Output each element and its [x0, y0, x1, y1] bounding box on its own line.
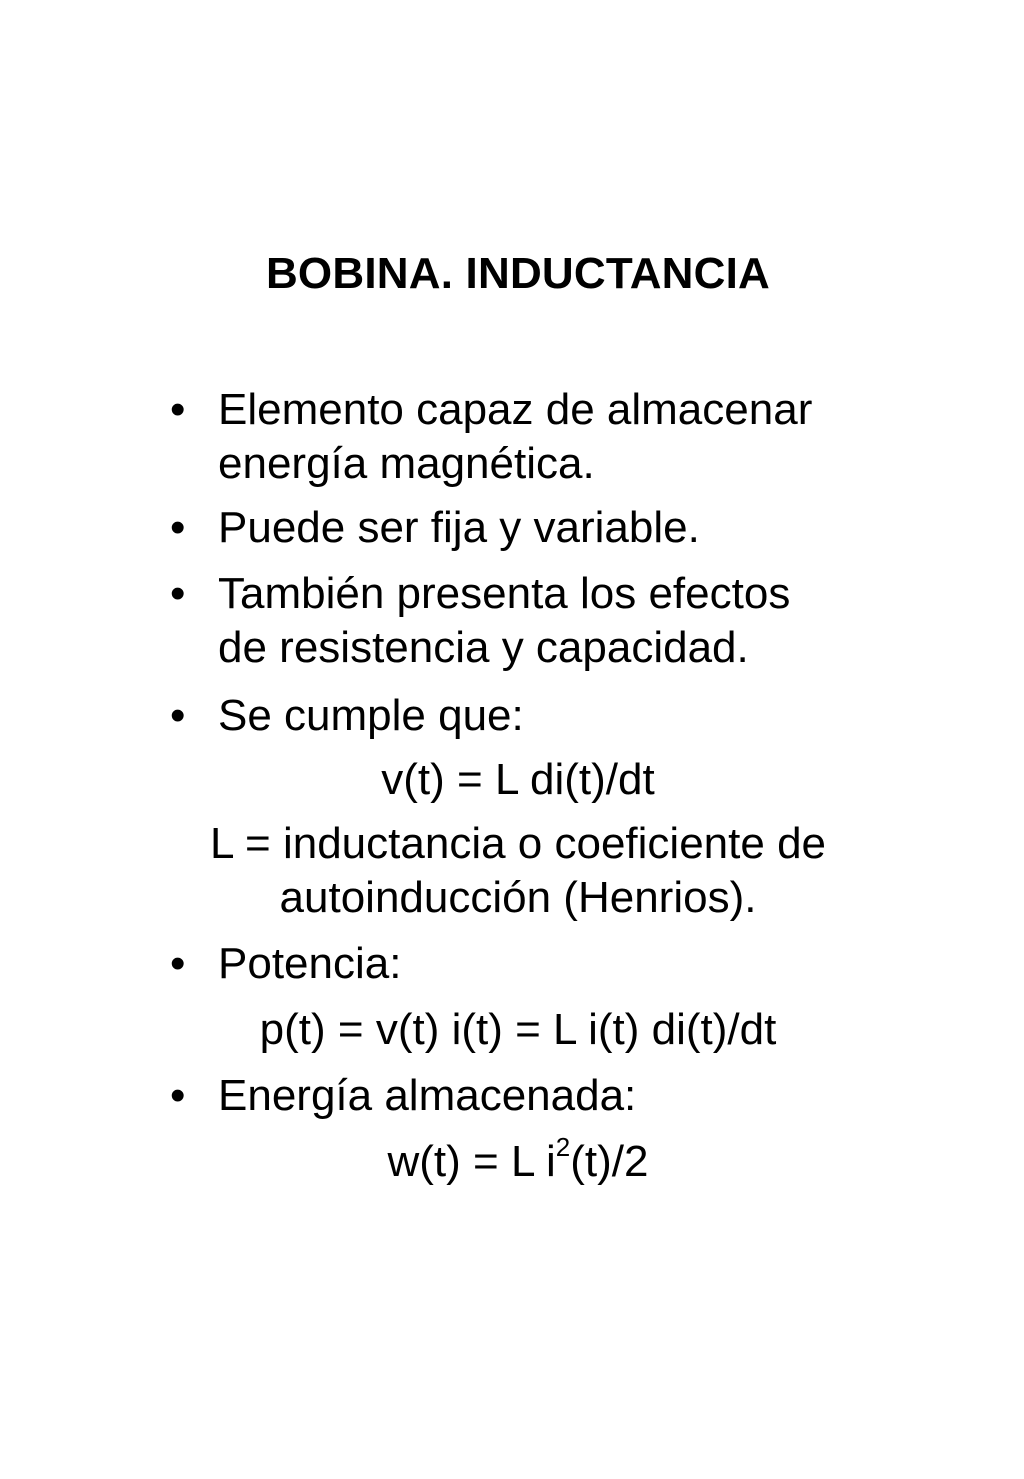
- list-item-text: Energía almacenada:: [218, 1071, 637, 1120]
- bullet-icon: •: [170, 939, 186, 988]
- list-item-text: Elemento capaz de almacenar: [218, 385, 813, 434]
- energy-formula-prefix: w(t) = L i: [387, 1137, 556, 1186]
- energy-formula-exponent: 2: [555, 1132, 571, 1163]
- bullet-icon: •: [170, 1071, 186, 1120]
- page-title: BOBINA. INDUCTANCIA: [265, 249, 771, 298]
- bullet-icon: •: [170, 569, 186, 618]
- list-item-text: Se cumple que:: [218, 691, 524, 740]
- list-item-text: También presenta los efectos: [218, 569, 791, 618]
- bullet-icon: •: [170, 691, 186, 740]
- energy-formula-suffix: (t)/2: [570, 1137, 649, 1186]
- power-formula: p(t) = v(t) i(t) = L i(t) di(t)/dt: [259, 1005, 777, 1054]
- bullet-icon: •: [170, 385, 186, 434]
- energy-formula: [0, 1132, 1024, 1188]
- bullet-icon: •: [170, 503, 186, 552]
- list-item-text: Potencia:: [218, 939, 402, 988]
- voltage-formula: v(t) = L di(t)/dt: [381, 755, 655, 804]
- list-item-text: de resistencia y capacidad.: [218, 623, 749, 672]
- list-item-text: energía magnética.: [218, 439, 595, 488]
- inductance-definition-line-2: autoinducción (Henrios).: [279, 873, 757, 922]
- inductance-definition-line-1: L = inductancia o coeficiente de: [209, 819, 827, 868]
- list-item-text: Puede ser fija y variable.: [218, 503, 700, 552]
